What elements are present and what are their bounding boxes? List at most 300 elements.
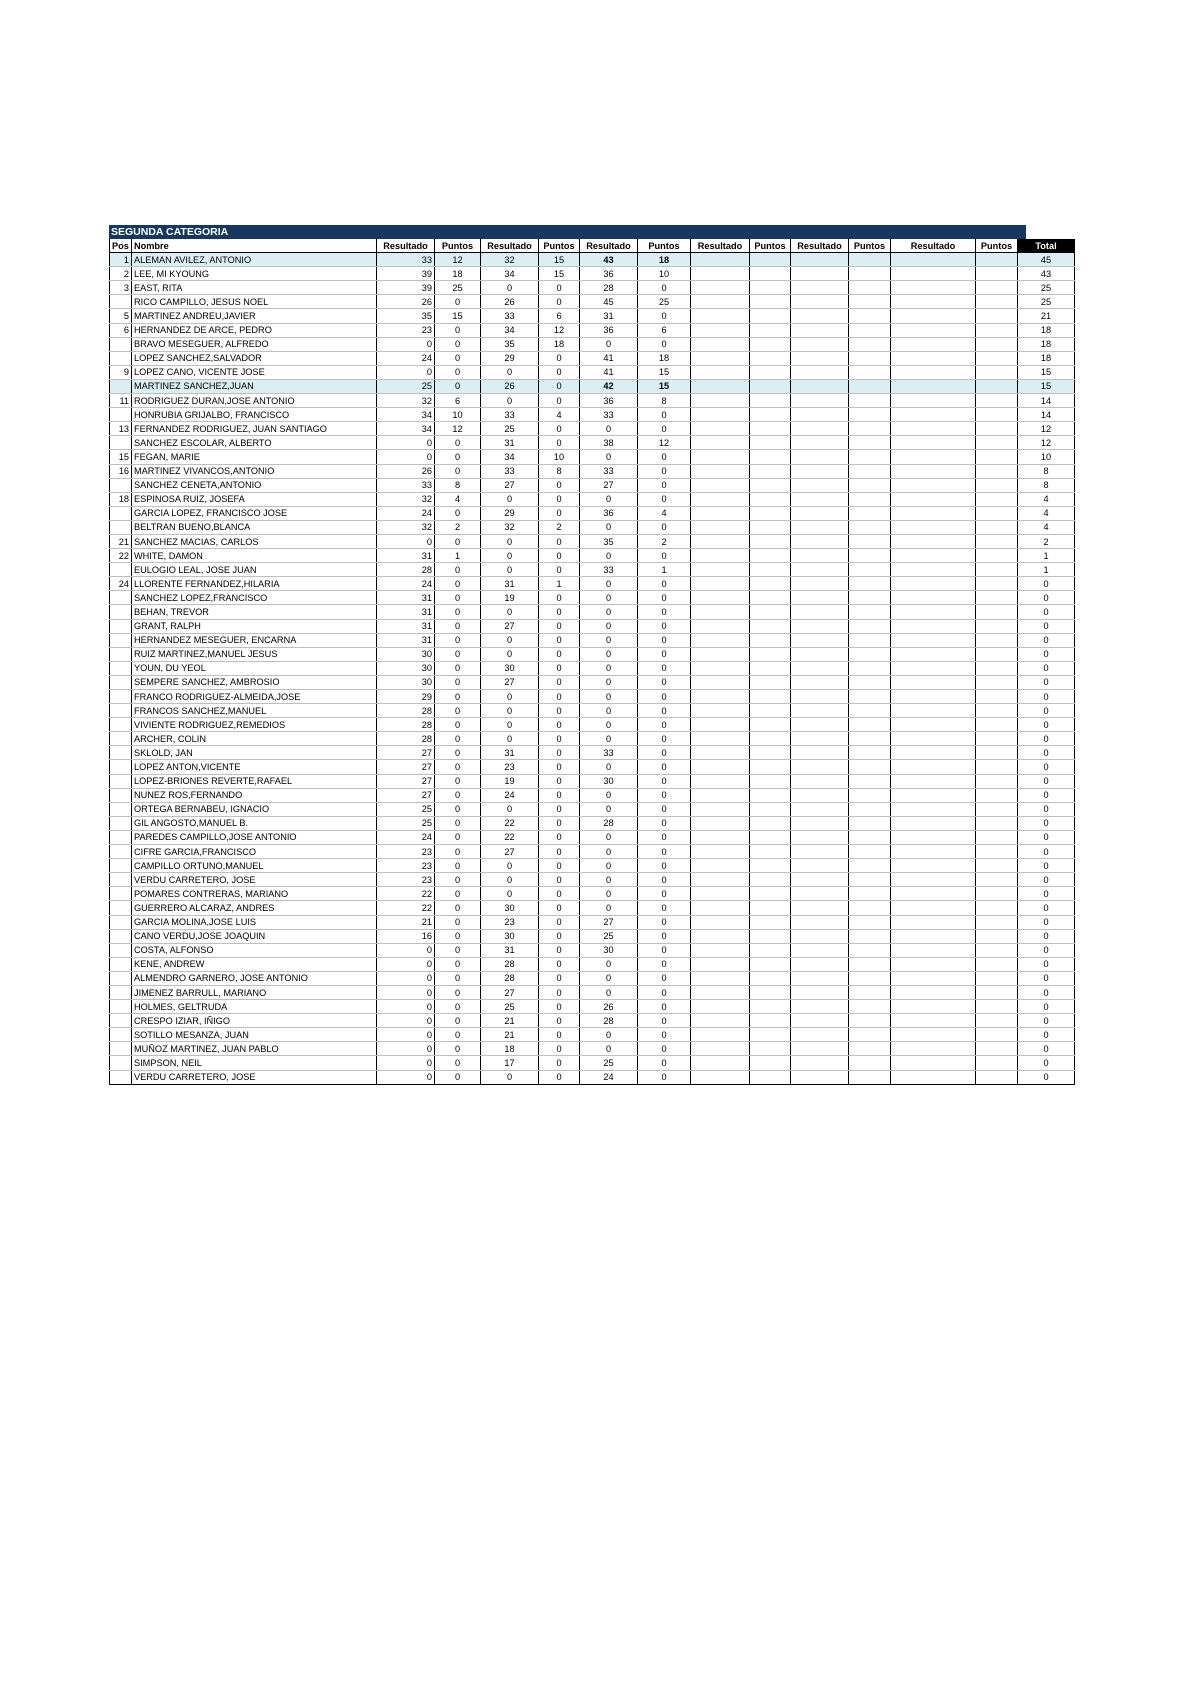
- resultado-3-cell: 0: [580, 520, 638, 534]
- puntos-1-cell: 0: [435, 337, 481, 351]
- puntos-1-cell: 0: [435, 929, 481, 943]
- empty-cell: [849, 816, 891, 830]
- puntos-2-cell: 0: [539, 281, 580, 295]
- empty-cell: [849, 647, 891, 661]
- empty-cell: [691, 365, 750, 379]
- puntos-2-cell: 0: [539, 422, 580, 436]
- empty-cell: [750, 605, 791, 619]
- table-row: [110, 704, 1075, 718]
- table-row: [110, 549, 1075, 563]
- puntos-3-cell: 0: [638, 704, 691, 718]
- empty-cell: [791, 365, 849, 379]
- total-cell: 14: [1018, 394, 1075, 408]
- name-cell: EAST, RITA: [132, 281, 377, 295]
- empty-cell: [791, 492, 849, 506]
- empty-cell: [891, 873, 976, 887]
- header-puntos-6: Puntos: [976, 239, 1018, 253]
- total-cell: 0: [1018, 1014, 1075, 1028]
- resultado-2-cell: 31: [481, 943, 539, 957]
- empty-cell: [891, 619, 976, 633]
- pos-cell: [110, 704, 132, 718]
- total-cell: 0: [1018, 690, 1075, 704]
- pos-cell: [110, 830, 132, 844]
- resultado-1-cell: 24: [377, 351, 435, 365]
- resultado-2-cell: 0: [481, 281, 539, 295]
- table-row: [110, 337, 1075, 351]
- name-cell: KENE, ANDREW: [132, 957, 377, 971]
- resultado-3-cell: 38: [580, 436, 638, 450]
- name-cell: SANCHEZ ESCOLAR, ALBERTO: [132, 436, 377, 450]
- total-cell: 0: [1018, 1070, 1075, 1084]
- pos-cell: [110, 351, 132, 365]
- header-row: [110, 239, 1075, 253]
- empty-cell: [849, 450, 891, 464]
- category-title: SEGUNDA CATEGORIA: [109, 225, 1026, 239]
- table-row: [110, 351, 1075, 365]
- empty-cell: [849, 675, 891, 689]
- empty-cell: [891, 1000, 976, 1014]
- empty-cell: [750, 971, 791, 985]
- empty-cell: [691, 732, 750, 746]
- resultado-2-cell: 33: [481, 464, 539, 478]
- empty-cell: [791, 394, 849, 408]
- pos-cell: [110, 788, 132, 802]
- table-row: [110, 534, 1075, 548]
- puntos-2-cell: 0: [539, 591, 580, 605]
- name-cell: FERNANDEZ RODRIGUEZ, JUAN SANTIAGO: [132, 422, 377, 436]
- empty-cell: [849, 690, 891, 704]
- puntos-3-cell: 0: [638, 718, 691, 732]
- puntos-2-cell: 10: [539, 450, 580, 464]
- resultado-2-cell: 0: [481, 549, 539, 563]
- empty-cell: [750, 704, 791, 718]
- total-cell: 0: [1018, 1000, 1075, 1014]
- resultado-1-cell: 0: [377, 337, 435, 351]
- empty-cell: [750, 337, 791, 351]
- puntos-3-cell: 0: [638, 1056, 691, 1070]
- puntos-1-cell: 0: [435, 943, 481, 957]
- header-total: Total: [1018, 239, 1075, 253]
- total-cell: 0: [1018, 732, 1075, 746]
- empty-cell: [891, 253, 976, 267]
- name-cell: WHITE, DAMON: [132, 549, 377, 563]
- empty-cell: [791, 957, 849, 971]
- name-cell: SANCHEZ MACIAS, CARLOS: [132, 534, 377, 548]
- empty-cell: [976, 746, 1018, 760]
- empty-cell: [791, 760, 849, 774]
- empty-cell: [750, 520, 791, 534]
- puntos-2-cell: 0: [539, 718, 580, 732]
- pos-cell: [110, 1070, 132, 1084]
- puntos-3-cell: 0: [638, 873, 691, 887]
- header-resultado-3: Resultado: [580, 239, 638, 253]
- empty-cell: [849, 887, 891, 901]
- puntos-2-cell: 0: [539, 1070, 580, 1084]
- empty-cell: [750, 394, 791, 408]
- empty-cell: [976, 690, 1018, 704]
- empty-cell: [976, 845, 1018, 859]
- resultado-3-cell: 0: [580, 337, 638, 351]
- empty-cell: [691, 830, 750, 844]
- puntos-1-cell: 0: [435, 323, 481, 337]
- empty-cell: [691, 774, 750, 788]
- empty-cell: [750, 845, 791, 859]
- resultado-3-cell: 41: [580, 351, 638, 365]
- resultado-3-cell: 0: [580, 873, 638, 887]
- puntos-3-cell: 6: [638, 323, 691, 337]
- resultado-3-cell: 0: [580, 605, 638, 619]
- table-row: [110, 422, 1075, 436]
- puntos-3-cell: 15: [638, 379, 691, 393]
- standings-table: [109, 239, 1075, 1085]
- table-row: [110, 647, 1075, 661]
- puntos-1-cell: 0: [435, 901, 481, 915]
- empty-cell: [891, 943, 976, 957]
- empty-cell: [849, 436, 891, 450]
- empty-cell: [691, 859, 750, 873]
- empty-cell: [849, 253, 891, 267]
- puntos-2-cell: 0: [539, 704, 580, 718]
- empty-cell: [891, 633, 976, 647]
- resultado-3-cell: 33: [580, 563, 638, 577]
- pos-cell: [110, 873, 132, 887]
- empty-cell: [750, 1014, 791, 1028]
- pos-cell: [110, 971, 132, 985]
- table-row: [110, 492, 1075, 506]
- empty-cell: [849, 1014, 891, 1028]
- resultado-1-cell: 39: [377, 281, 435, 295]
- table-row: [110, 675, 1075, 689]
- total-cell: 0: [1018, 816, 1075, 830]
- empty-cell: [750, 661, 791, 675]
- empty-cell: [691, 534, 750, 548]
- empty-cell: [976, 591, 1018, 605]
- header-puntos-5: Puntos: [849, 239, 891, 253]
- resultado-3-cell: 0: [580, 957, 638, 971]
- resultado-2-cell: 17: [481, 1056, 539, 1070]
- puntos-3-cell: 0: [638, 309, 691, 323]
- table-row: [110, 901, 1075, 915]
- resultado-3-cell: 35: [580, 534, 638, 548]
- resultado-3-cell: 0: [580, 591, 638, 605]
- table-row: [110, 633, 1075, 647]
- pos-cell: [110, 732, 132, 746]
- resultado-3-cell: 25: [580, 1056, 638, 1070]
- name-cell: LOPEZ CANO, VICENTE JOSE: [132, 365, 377, 379]
- puntos-3-cell: 0: [638, 943, 691, 957]
- empty-cell: [849, 563, 891, 577]
- resultado-2-cell: 0: [481, 690, 539, 704]
- empty-cell: [691, 704, 750, 718]
- table-row: [110, 464, 1075, 478]
- resultado-1-cell: 34: [377, 422, 435, 436]
- resultado-3-cell: 0: [580, 802, 638, 816]
- empty-cell: [750, 943, 791, 957]
- puntos-3-cell: 0: [638, 1070, 691, 1084]
- empty-cell: [891, 1042, 976, 1056]
- empty-cell: [976, 915, 1018, 929]
- resultado-2-cell: 27: [481, 845, 539, 859]
- pos-cell: 22: [110, 549, 132, 563]
- pos-cell: [110, 591, 132, 605]
- resultado-3-cell: 0: [580, 633, 638, 647]
- header-puntos-3: Puntos: [638, 239, 691, 253]
- resultado-2-cell: 0: [481, 394, 539, 408]
- resultado-1-cell: 16: [377, 929, 435, 943]
- puntos-3-cell: 0: [638, 549, 691, 563]
- resultado-3-cell: 43: [580, 253, 638, 267]
- table-row: [110, 774, 1075, 788]
- empty-cell: [891, 690, 976, 704]
- resultado-1-cell: 30: [377, 647, 435, 661]
- resultado-2-cell: 0: [481, 802, 539, 816]
- table-row: [110, 450, 1075, 464]
- total-cell: 0: [1018, 788, 1075, 802]
- resultado-2-cell: 34: [481, 267, 539, 281]
- puntos-3-cell: 0: [638, 591, 691, 605]
- name-cell: RODRIGUEZ DURAN,JOSE ANTONIO: [132, 394, 377, 408]
- empty-cell: [791, 295, 849, 309]
- name-cell: VERDU CARRETERO, JOSE: [132, 873, 377, 887]
- resultado-2-cell: 35: [481, 337, 539, 351]
- name-cell: BRAVO MESEGUER, ALFREDO: [132, 337, 377, 351]
- puntos-1-cell: 0: [435, 887, 481, 901]
- table-row: [110, 845, 1075, 859]
- puntos-3-cell: 0: [638, 408, 691, 422]
- empty-cell: [750, 732, 791, 746]
- empty-cell: [691, 408, 750, 422]
- resultado-2-cell: 26: [481, 295, 539, 309]
- empty-cell: [891, 718, 976, 732]
- total-cell: 25: [1018, 281, 1075, 295]
- table-row: [110, 365, 1075, 379]
- empty-cell: [891, 591, 976, 605]
- empty-cell: [891, 647, 976, 661]
- pos-cell: 24: [110, 577, 132, 591]
- pos-cell: [110, 929, 132, 943]
- resultado-2-cell: 0: [481, 704, 539, 718]
- puntos-3-cell: 0: [638, 478, 691, 492]
- empty-cell: [791, 520, 849, 534]
- empty-cell: [750, 253, 791, 267]
- resultado-2-cell: 0: [481, 605, 539, 619]
- empty-cell: [750, 436, 791, 450]
- resultado-2-cell: 29: [481, 506, 539, 520]
- total-cell: 0: [1018, 971, 1075, 985]
- resultado-3-cell: 0: [580, 845, 638, 859]
- empty-cell: [891, 365, 976, 379]
- empty-cell: [750, 549, 791, 563]
- resultado-2-cell: 0: [481, 633, 539, 647]
- resultado-3-cell: 25: [580, 929, 638, 943]
- table-row: [110, 323, 1075, 337]
- resultado-3-cell: 28: [580, 816, 638, 830]
- pos-cell: [110, 901, 132, 915]
- pos-cell: [110, 1000, 132, 1014]
- total-cell: 0: [1018, 661, 1075, 675]
- empty-cell: [891, 478, 976, 492]
- resultado-1-cell: 21: [377, 915, 435, 929]
- empty-cell: [976, 1000, 1018, 1014]
- pos-cell: [110, 605, 132, 619]
- empty-cell: [691, 337, 750, 351]
- puntos-2-cell: 0: [539, 492, 580, 506]
- puntos-1-cell: 0: [435, 788, 481, 802]
- resultado-1-cell: 32: [377, 520, 435, 534]
- empty-cell: [691, 929, 750, 943]
- table-row: [110, 816, 1075, 830]
- name-cell: BELTRAN BUENO,BLANCA: [132, 520, 377, 534]
- puntos-1-cell: 0: [435, 633, 481, 647]
- pos-cell: [110, 647, 132, 661]
- resultado-3-cell: 33: [580, 408, 638, 422]
- puntos-1-cell: 0: [435, 690, 481, 704]
- empty-cell: [891, 379, 976, 393]
- empty-cell: [891, 788, 976, 802]
- puntos-2-cell: 0: [539, 605, 580, 619]
- empty-cell: [791, 1056, 849, 1070]
- total-cell: 12: [1018, 422, 1075, 436]
- empty-cell: [849, 337, 891, 351]
- puntos-2-cell: 0: [539, 619, 580, 633]
- pos-cell: [110, 661, 132, 675]
- empty-cell: [791, 351, 849, 365]
- empty-cell: [849, 859, 891, 873]
- name-cell: JIMENEZ BARRULL, MARIANO: [132, 985, 377, 999]
- empty-cell: [791, 281, 849, 295]
- pos-cell: 1: [110, 253, 132, 267]
- empty-cell: [791, 830, 849, 844]
- puntos-2-cell: 0: [539, 661, 580, 675]
- resultado-2-cell: 0: [481, 859, 539, 873]
- pos-cell: [110, 816, 132, 830]
- empty-cell: [849, 1000, 891, 1014]
- puntos-1-cell: 6: [435, 394, 481, 408]
- empty-cell: [976, 520, 1018, 534]
- pos-cell: [110, 506, 132, 520]
- puntos-3-cell: 0: [638, 802, 691, 816]
- puntos-3-cell: 0: [638, 985, 691, 999]
- puntos-2-cell: 0: [539, 746, 580, 760]
- resultado-1-cell: 33: [377, 253, 435, 267]
- puntos-1-cell: 0: [435, 718, 481, 732]
- empty-cell: [750, 675, 791, 689]
- empty-cell: [691, 1042, 750, 1056]
- resultado-3-cell: 36: [580, 506, 638, 520]
- empty-cell: [750, 323, 791, 337]
- name-cell: LOPEZ SANCHEZ,SALVADOR: [132, 351, 377, 365]
- puntos-1-cell: 2: [435, 520, 481, 534]
- empty-cell: [891, 985, 976, 999]
- empty-cell: [691, 845, 750, 859]
- puntos-1-cell: 0: [435, 506, 481, 520]
- resultado-1-cell: 0: [377, 985, 435, 999]
- empty-cell: [791, 915, 849, 929]
- empty-cell: [891, 563, 976, 577]
- empty-cell: [849, 619, 891, 633]
- pos-cell: [110, 295, 132, 309]
- empty-cell: [891, 732, 976, 746]
- resultado-1-cell: 24: [377, 830, 435, 844]
- empty-cell: [849, 971, 891, 985]
- empty-cell: [750, 563, 791, 577]
- puntos-3-cell: 0: [638, 337, 691, 351]
- resultado-2-cell: 23: [481, 760, 539, 774]
- puntos-1-cell: 8: [435, 478, 481, 492]
- empty-cell: [691, 1000, 750, 1014]
- puntos-3-cell: 0: [638, 647, 691, 661]
- empty-cell: [750, 788, 791, 802]
- puntos-1-cell: 0: [435, 563, 481, 577]
- table-row: [110, 1014, 1075, 1028]
- pos-cell: [110, 1014, 132, 1028]
- puntos-3-cell: 0: [638, 746, 691, 760]
- puntos-1-cell: 0: [435, 619, 481, 633]
- resultado-2-cell: 22: [481, 830, 539, 844]
- empty-cell: [849, 1042, 891, 1056]
- empty-cell: [976, 788, 1018, 802]
- empty-cell: [849, 845, 891, 859]
- puntos-2-cell: 0: [539, 633, 580, 647]
- puntos-3-cell: 25: [638, 295, 691, 309]
- resultado-2-cell: 32: [481, 520, 539, 534]
- resultado-3-cell: 26: [580, 1000, 638, 1014]
- resultado-1-cell: 35: [377, 309, 435, 323]
- table-row: [110, 506, 1075, 520]
- empty-cell: [849, 365, 891, 379]
- pos-cell: [110, 746, 132, 760]
- puntos-1-cell: 0: [435, 1042, 481, 1056]
- empty-cell: [750, 1000, 791, 1014]
- empty-cell: [849, 661, 891, 675]
- resultado-3-cell: 0: [580, 422, 638, 436]
- pos-cell: [110, 985, 132, 999]
- puntos-3-cell: 0: [638, 788, 691, 802]
- name-cell: MARTINEZ ANDREU,JAVIER: [132, 309, 377, 323]
- pos-cell: [110, 718, 132, 732]
- resultado-2-cell: 0: [481, 647, 539, 661]
- resultado-3-cell: 0: [580, 718, 638, 732]
- empty-cell: [691, 253, 750, 267]
- total-cell: 0: [1018, 746, 1075, 760]
- table-row: [110, 830, 1075, 844]
- name-cell: PAREDES CAMPILLO,JOSE ANTONIO: [132, 830, 377, 844]
- resultado-1-cell: 34: [377, 408, 435, 422]
- name-cell: SOTILLO MESANZA, JUAN: [132, 1028, 377, 1042]
- resultado-1-cell: 0: [377, 1056, 435, 1070]
- empty-cell: [691, 619, 750, 633]
- empty-cell: [891, 816, 976, 830]
- empty-cell: [891, 605, 976, 619]
- empty-cell: [849, 408, 891, 422]
- empty-cell: [849, 379, 891, 393]
- resultado-2-cell: 22: [481, 816, 539, 830]
- empty-cell: [849, 746, 891, 760]
- table-row: [110, 1056, 1075, 1070]
- name-cell: GARCIA LOPEZ, FRANCISCO JOSE: [132, 506, 377, 520]
- puntos-2-cell: 0: [539, 943, 580, 957]
- puntos-3-cell: 0: [638, 929, 691, 943]
- puntos-2-cell: 0: [539, 788, 580, 802]
- name-cell: NUNEZ ROS,FERNANDO: [132, 788, 377, 802]
- total-cell: 0: [1018, 591, 1075, 605]
- puntos-2-cell: 0: [539, 295, 580, 309]
- resultado-2-cell: 27: [481, 619, 539, 633]
- empty-cell: [750, 295, 791, 309]
- empty-cell: [691, 577, 750, 591]
- empty-cell: [750, 985, 791, 999]
- empty-cell: [791, 436, 849, 450]
